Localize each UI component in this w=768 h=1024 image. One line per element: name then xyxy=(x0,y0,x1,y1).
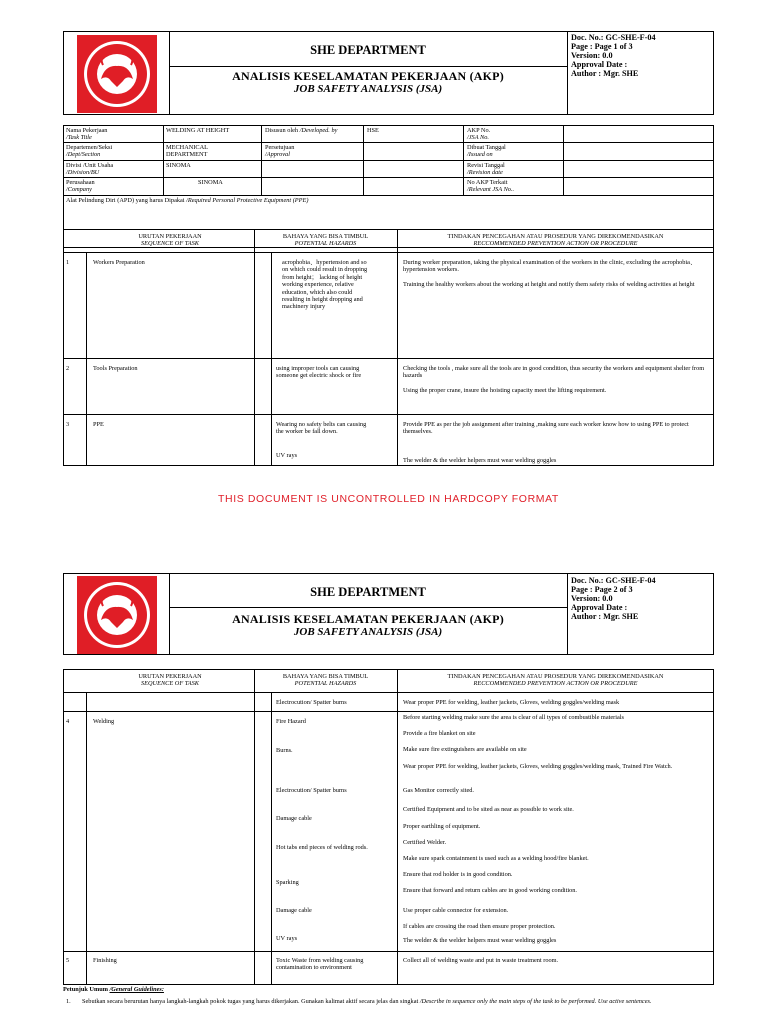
row5-number: 5 xyxy=(66,957,70,964)
row2-action-1: Checking the tools , make sure all the tools are in good condition, thus security the workers and equipment shelter from hazards xyxy=(403,365,705,380)
related-jsa-label xyxy=(467,179,514,194)
table-col-line xyxy=(254,229,255,466)
row4-action: Proper earthling of equipment. xyxy=(403,823,481,830)
guideline-text-id: Sebutkan secara berurutan hanya langkah-langkah pokok tugas yang harus dikerjakan. Gunakan kalimat aktif secara jelas dan singkat xyxy=(82,998,420,1005)
row4-hazard: Fire Hazard xyxy=(276,718,306,725)
table-col-line xyxy=(271,692,272,985)
author: Author : Mgr. SHE xyxy=(571,612,639,621)
guidelines-title-en: /General Guidelines: xyxy=(109,986,164,993)
label-text: Nama Pekerjaan xyxy=(66,127,108,134)
row4-task: Welding xyxy=(93,718,115,725)
approval-date: Approval Date : xyxy=(571,60,628,69)
table-row-line xyxy=(63,414,714,415)
row1-action-1: During worker preparation, taking the physical examination of the workers in the clinic, excluding the acrophobia、hypertension workers. xyxy=(403,259,697,274)
page1-akp-title: ANALISIS KESELAMATAN PEKERJAAN (AKP) xyxy=(232,69,504,83)
row4-hazard: Hot tabs end pieces of welding rods. xyxy=(276,844,368,851)
row4-action: Before starting welding make sure the area is clear of all types of combustible materials xyxy=(403,714,625,721)
label-text-en: /Relevant JSA No.. xyxy=(467,186,515,194)
label-text: AKP No. xyxy=(467,127,491,134)
label-text-en: /Required Personal Protective Equipment (PPE) xyxy=(186,197,309,204)
label-text: Dibuat Tanggal xyxy=(467,144,506,151)
row4-action: Ensure that forward and return cables are in good working condition. xyxy=(403,887,577,894)
label-text-en: /JSA No. xyxy=(467,134,489,142)
table-col-line xyxy=(397,229,398,466)
info-row-line xyxy=(63,142,714,143)
table-col-line xyxy=(254,669,255,985)
value-line: DEPARTMENT xyxy=(166,151,208,159)
info-col-line xyxy=(261,125,262,195)
header-id: URUTAN PEKERJAAN xyxy=(138,673,202,680)
jsa-no-label xyxy=(467,127,490,142)
label-text-en: /Revision date xyxy=(467,169,503,177)
row4-action: Make sure fire extinguishers are available on site xyxy=(403,746,527,753)
label-text-en: /Division/BU xyxy=(66,169,100,177)
label-text-en: /Company xyxy=(66,186,92,194)
row3-task: PPE xyxy=(93,421,104,428)
row2-task: Tools Preparation xyxy=(93,365,138,372)
header-en: SEQUENCE OF TASK xyxy=(141,680,199,688)
page1-header-divider-mid xyxy=(169,66,567,67)
label-text: Divisi /Unit Usaha xyxy=(66,162,114,169)
division-value: SINOMA xyxy=(166,162,191,169)
label-text: No AKP Terkait xyxy=(467,179,508,186)
author: Author : Mgr. SHE xyxy=(571,69,639,78)
developed-by-value: HSE xyxy=(367,127,379,134)
row4-hazard: UV rays xyxy=(276,935,298,942)
info-row-line xyxy=(63,195,714,196)
row5-action: Collect all of welding waste and put in waste treatment room. xyxy=(403,957,559,964)
label-text-en: /Dept/Section xyxy=(66,151,101,159)
header-id: BAHAYA YANG BISA TIMBUL xyxy=(282,673,369,680)
header-id: TINDAKAN PENCEGAHAN ATAU PROSEDUR YANG DIREKOMENDASIKAN xyxy=(447,673,664,680)
row1-task: Workers Preparation xyxy=(93,259,145,266)
table-col-line xyxy=(271,252,272,466)
actions-header xyxy=(397,673,714,688)
value-line: MECHANICAL xyxy=(166,144,208,151)
page1-doc-meta xyxy=(571,33,711,78)
row4-hazard: Sparking xyxy=(276,879,299,886)
row4-action: Use proper cable connector for extension. xyxy=(403,907,509,914)
approval-label xyxy=(265,144,294,159)
label-text-en: /Issued on xyxy=(467,151,493,159)
row4-action: Provide a fire blanket on site xyxy=(403,730,476,737)
row3-number: 3 xyxy=(66,421,70,428)
row4-action: Certified Equipment and to be sited as near as possible to work site. xyxy=(403,806,574,813)
row4-action: Ensure that rod holder is in good condition. xyxy=(403,871,513,878)
row3-action-1: Provide PPE as per the job assignment after training ,making sure each worker know how to using PPE to protect themselves. xyxy=(403,421,689,436)
label-text: Alat Pelindung Diri (APD) yang harus Dipakai xyxy=(66,197,187,204)
page1-header-divider-right xyxy=(567,31,568,115)
table-col-line xyxy=(397,669,398,985)
sequence-header xyxy=(86,673,254,688)
info-row-line xyxy=(63,160,714,161)
page1-department-title: SHE DEPARTMENT xyxy=(310,43,426,57)
doc-number: Doc. No.: GC-SHE-F-04 xyxy=(571,576,656,585)
header-id: TINDAKAN PENCEGAHAN ATAU PROSEDUR YANG DIREKOMENDASIKAN xyxy=(447,233,664,240)
page2-jsa-title: JOB SAFETY ANALYSIS (JSA) xyxy=(293,626,443,638)
row3-action-2: The welder & the welder helpers must wear welding goggles xyxy=(403,457,557,464)
table-col-line xyxy=(86,692,87,985)
company-value: SINOMA xyxy=(198,179,223,186)
label-text: Persetujuan xyxy=(265,144,295,151)
row4-hazard: Damage cable xyxy=(276,907,312,914)
row4-action: Wear proper PPE for welding, leather jackets, Gloves, welding goggles/welding mask xyxy=(403,699,620,706)
hazards-header xyxy=(254,673,397,688)
guidelines-title-id: Petunjuk Umum xyxy=(63,986,110,993)
page-number: Page : Page 2 of 3 xyxy=(571,585,633,594)
table-row-line xyxy=(63,711,714,712)
version: Version: 0.0 xyxy=(571,51,613,60)
page-number: Page : Page 1 of 3 xyxy=(571,42,633,51)
row4-hazard: Burns. xyxy=(276,747,293,754)
row1-action-2: Training the healthy workers about the working at height and notify them safety risks of welding activities at height xyxy=(403,281,695,288)
row4-action: Wear proper PPE for welding, leather jackets, Gloves, welding goggles/welding mask, Trained Fire Watch. xyxy=(403,763,673,770)
page2-header-divider-right xyxy=(567,573,568,655)
ppe-required-label xyxy=(66,197,308,204)
row4-action: The welder & the welder helpers must wear welding goggles xyxy=(403,937,557,944)
actions-header xyxy=(397,233,714,248)
row4-hazard: Damage cable xyxy=(276,815,312,822)
row1-hazard: acrophobia、hypertension and so on which could result in dropping from height； lacking of height working experience, relative education, which also could resulting in height dropping and machinery injury xyxy=(282,259,368,311)
row2-action-2: Using the proper crane, insure the hoisting capacity meet the lifting requirement. xyxy=(403,387,607,394)
page2-doc-meta xyxy=(571,576,711,621)
header-en: RECCOMMENDED PREVENTION ACTION OR PROCEDURE xyxy=(473,240,638,248)
row3-hazard-2: UV rays xyxy=(276,452,298,459)
row4-action: If cables are crossing the road then ensure proper protection. xyxy=(403,923,556,930)
guideline-item-number: 1. xyxy=(66,998,71,1005)
row4-number: 4 xyxy=(66,718,70,725)
label-text-en: /Approval xyxy=(265,151,290,159)
label-text: Revisi Tanggal xyxy=(467,162,505,169)
row2-hazard: using improper tools can causing someone get electric shock or fire xyxy=(276,365,362,380)
page2-header-divider-mid xyxy=(169,607,567,608)
developed-by-label xyxy=(265,127,337,134)
label-text-en: /Developed. by xyxy=(299,127,338,134)
dept-section-label xyxy=(66,144,112,159)
row4-hazard: Electrocution/ Spatter burns xyxy=(276,787,347,794)
info-col-line xyxy=(563,125,564,195)
guideline-text-en: /Describe in sequence only the main steps of the task to be performed. Use active sentences. xyxy=(419,998,652,1005)
header-id: BAHAYA YANG BISA TIMBUL xyxy=(282,233,369,240)
table-row-line xyxy=(63,692,714,693)
division-label xyxy=(66,162,113,177)
revision-date-label xyxy=(467,162,505,177)
approval-date: Approval Date : xyxy=(571,603,628,612)
row4-action: Certified Welder. xyxy=(403,839,447,846)
table-col-line xyxy=(86,252,87,466)
page2-akp-title: ANALISIS KESELAMATAN PEKERJAAN (AKP) xyxy=(232,612,504,626)
header-en: RECCOMMENDED PREVENTION ACTION OR PROCEDURE xyxy=(473,680,638,688)
task-title-label xyxy=(66,127,107,142)
table-row-line xyxy=(63,951,714,952)
row5-task: Finishing xyxy=(93,957,117,964)
uncontrolled-warning: THIS DOCUMENT IS UNCONTROLLED IN HARDCOPY FORMAT xyxy=(218,493,559,505)
page2-department-title: SHE DEPARTMENT xyxy=(310,585,426,599)
row2-number: 2 xyxy=(66,365,70,372)
header-id: URUTAN PEKERJAAN xyxy=(138,233,202,240)
table-row-line xyxy=(63,358,714,359)
task-title-value: WELDING AT HEIGHT xyxy=(166,127,230,134)
label-text: Departemen/Seksi xyxy=(66,144,113,151)
info-row-line xyxy=(63,177,714,178)
row4-hazard: Electrocution/ Spatter burns xyxy=(276,699,347,706)
row4-action: Make sure spark containment is used such as a welding hood/fire blanket. xyxy=(403,855,589,862)
info-col-line xyxy=(363,125,364,195)
table-row-line xyxy=(63,252,714,253)
issued-on-label xyxy=(467,144,506,159)
header-en: POTENTIAL HAZARDS xyxy=(294,680,357,688)
row4-action: Gas Monitor correctly sited. xyxy=(403,787,474,794)
dept-section-value xyxy=(166,144,208,159)
row5-hazard: Toxic Waste from welding causing contamination to environment xyxy=(276,957,364,972)
header-en: POTENTIAL HAZARDS xyxy=(294,240,357,248)
label-text: Disusun oleh xyxy=(265,127,300,134)
company-logo xyxy=(77,35,157,113)
guidelines-title xyxy=(63,986,164,993)
label-text-en: /Task Title xyxy=(66,134,92,142)
info-col-line xyxy=(463,125,464,195)
page1-jsa-title: JOB SAFETY ANALYSIS (JSA) xyxy=(293,83,443,95)
guideline-item-text xyxy=(82,998,710,1005)
version: Version: 0.0 xyxy=(571,594,613,603)
info-col-line xyxy=(163,125,164,195)
doc-number: Doc. No.: GC-SHE-F-04 xyxy=(571,33,656,42)
label-text: Perusahaan xyxy=(66,179,95,186)
row1-number: 1 xyxy=(66,259,70,266)
hazards-header xyxy=(254,233,397,248)
company-label xyxy=(66,179,95,194)
row3-hazard-1: Wearing no safety belts can causing the worker be fall down. xyxy=(276,421,367,436)
header-en: SEQUENCE OF TASK xyxy=(141,240,199,248)
sequence-header xyxy=(86,233,254,248)
company-logo xyxy=(77,576,157,654)
